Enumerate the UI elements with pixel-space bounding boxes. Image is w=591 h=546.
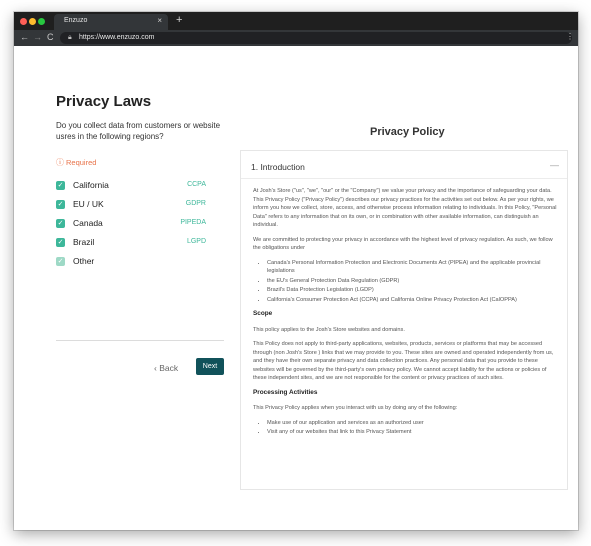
region-law-code: PIPEDA [180,219,206,226]
region-option-california[interactable] [56,180,206,199]
checkbox-checked-icon[interactable]: ✓ [57,239,64,246]
region-law-code: CCPA [187,181,206,188]
collapse-icon[interactable]: — [550,160,559,170]
region-label: Canada [73,218,103,228]
browser-tab-bar [14,12,578,30]
forward-arrow-icon[interactable]: → [33,32,42,42]
page-content [14,46,578,530]
back-arrow-icon[interactable]: ← [20,32,29,42]
region-law-code: GDPR [185,200,206,207]
scope-heading: Scope [253,310,273,317]
minimize-window-button[interactable] [29,18,36,25]
browser-window [14,12,578,530]
policy-paragraph: We are committed to protecting your privacy in accordance with the highest level of privacy regulation. As such, we follow the obligations under [253,236,553,251]
page-title: Privacy Laws [56,93,152,110]
regions-question: Do you collect data from customers or website usres in the following regions? [56,121,221,141]
policy-paragraph: This policy applies to the Josh's Store websites and domains. [253,326,405,333]
region-label: Other [73,256,95,266]
checkbox-checked-icon[interactable]: ✓ [57,220,64,227]
policy-paragraph: This Privacy Policy applies when you interact with us by doing any of the following: [253,405,458,411]
list-item: • Visit any of our websites that link to this Privacy Statement [267,428,557,437]
region-checkbox-list [56,180,206,275]
required-label: Required [66,158,97,167]
maximize-window-button[interactable] [38,18,45,25]
list-item: • California's Consumer Protection Act (CCPA) and California Online Privacy Protection Act (CalOPPA) [267,296,557,305]
close-window-button[interactable] [20,18,27,25]
region-law-code: LGPD [186,238,206,245]
region-option-canada[interactable] [56,218,206,237]
next-button[interactable]: Next [196,358,224,375]
list-item: • Canada's Personal Information Protection and Electronic Documents Act (PIPEA) and the applicable provincial legislations [267,259,557,276]
lock-icon: 🔒︎ [68,34,72,41]
alert-circle-icon: ⓘ [56,158,64,167]
list-item: • Make use of our application and services as an authorized user [267,419,557,428]
address-bar[interactable] [60,32,572,44]
checkbox-checked-icon[interactable]: ✓ [57,182,64,189]
browser-toolbar [14,30,578,46]
region-option-brazil[interactable] [56,237,206,256]
browser-menu-icon[interactable]: ⋮ [566,32,574,41]
required-indicator [56,157,96,168]
list-item: • the EU's General Protection Data Regulation (GDPR) [267,277,557,286]
checkbox-checked-icon[interactable]: ✓ [57,258,64,265]
form-divider [56,340,224,341]
region-option-other[interactable] [56,256,206,275]
chevron-left-icon: ‹ [154,363,160,373]
policy-paragraph: This Policy does not apply to third-party applications, websites, products, services or platforms that may be accessed through (non Josh's Store ) links that we may provide to you. These sites are owned and operated independently from us, and they have their own separate privacy and data collection practices. Any personal data that you provide to these websites will be governed by the third-party's own privacy policy. We cannot accept liability for the actions or policies of these independent sites, and we are not responsible for the content or privacy practices of such sites. [253,341,554,381]
region-label: California [73,180,109,190]
region-label: Brazil [73,237,95,247]
section-title: 1. Introduction [251,162,305,172]
url-text: https://www.enzuzo.com [79,34,155,41]
checkbox-checked-icon[interactable]: ✓ [57,201,64,208]
back-button[interactable] [154,363,178,373]
region-label: EU / UK [73,199,104,209]
new-tab-button[interactable]: + [176,14,183,26]
processing-heading: Processing Activities [253,388,318,396]
policy-body [253,187,557,443]
reload-icon[interactable]: C [47,32,54,42]
list-item: • Brazil's Data Protection Legislation (LGDP) [267,286,557,295]
policy-paragraph: At Josh's Store ("us", "we", "our" or the "Company") we value your privacy and the importance of safeguarding your data. This Privacy Policy ("Privacy Policy") describes our privacy practices for the activities set out below. As per your rights, we inform you how we collect, store, access, and otherwise process information relating to individuals. In this Policy, "Personal Data" refers to any information that on its own, or in combination with other available information, can distinguish an individual. [253,188,557,228]
tab-title: Enzuzo [64,17,88,24]
privacy-policy-preview[interactable] [240,150,568,490]
section-header-introduction[interactable] [241,151,567,179]
browser-tab[interactable] [54,14,168,30]
back-label: Back [159,363,179,373]
obligations-list [267,259,557,305]
policy-heading: Privacy Policy [370,126,445,138]
activities-list [267,419,557,437]
region-option-eu-uk[interactable] [56,199,206,218]
tab-close-icon[interactable]: × [157,16,162,25]
